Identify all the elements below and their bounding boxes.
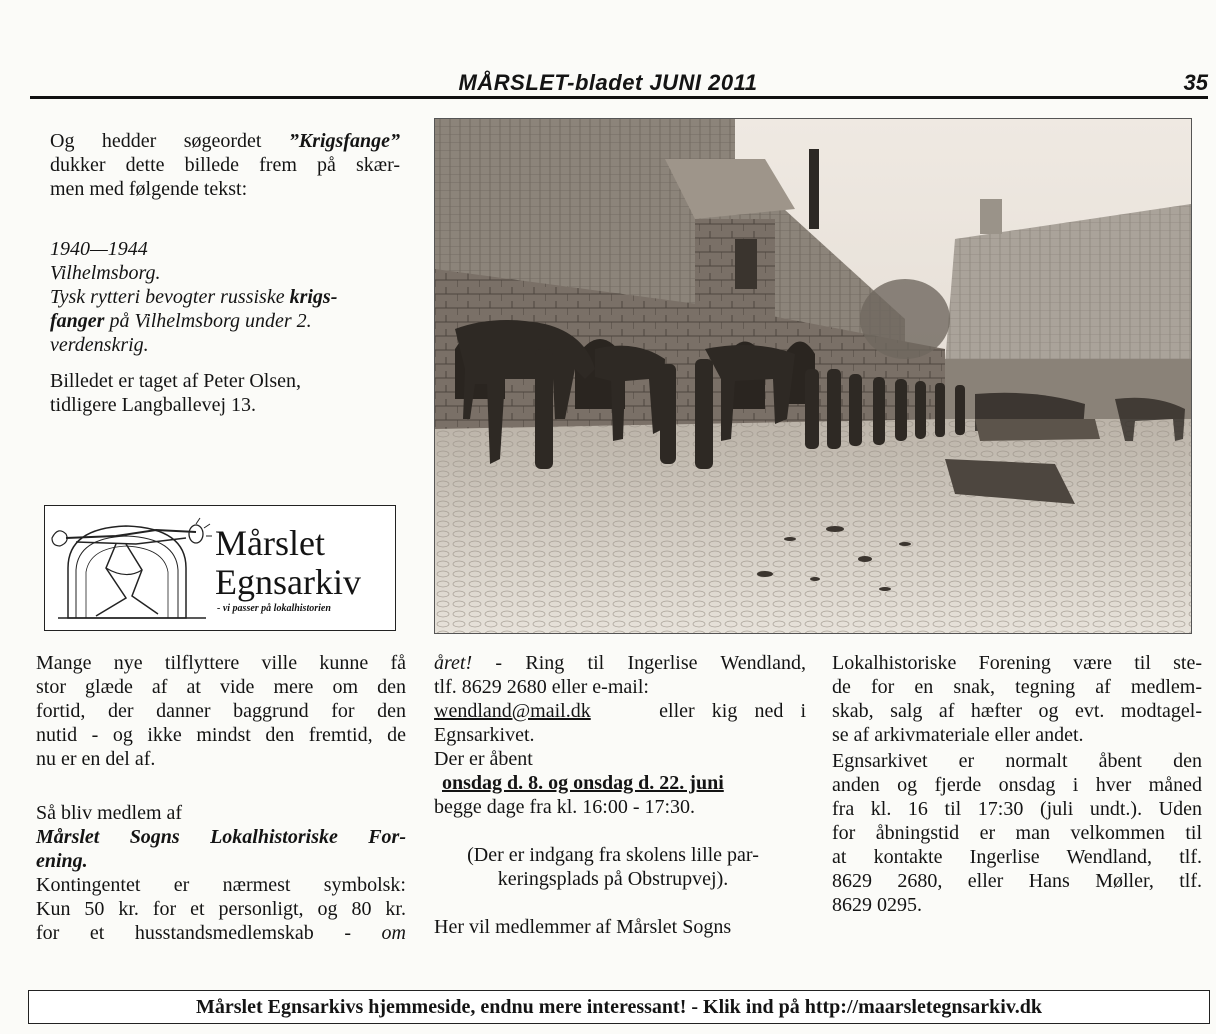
opening-hours-column: Lokalhistoriske Forening være til ste- de for en snak, tegning af medlem- skab, salg af hæfter og evt. modtagel- se af arkivmateriale eller andet. Egnsarkivet er normalt åbent den anden og fjerde onsdag i hver måned fra kl. 16 til 17:30 (juli undt.). Uden for åbningstid er man velkommen til at kontakte Ingerlise Wendland, tlf. 8629 2680, eller Hans Møller, tlf. 8629 0295.	[832, 652, 1202, 916]
website-footer[interactable]: Mårslet Egnsarkivs hjemmeside, endnu mere interessant! - Klik ind på http://maarsletegnsarkiv.dk	[28, 990, 1210, 1024]
contact-column: året! - Ring til Ingerlise Wendland, tlf. 8629 2680 eller e-mail: wendland@mail.dk eller kig ned i Egnsarkivet. Der er åbent onsdag d. 8. og onsdag d. 22. juni begge dage fra kl. 16:00 - 17:30. (Der er indgang fra skolens lille par- keringsplads på Obstrupvej). Her vil medlemmer af Mårslet Sogns	[434, 652, 806, 938]
search-keyword: ”Krigsfange”	[288, 130, 400, 152]
archivist-logo-illustration	[46, 508, 212, 626]
association-name: Mårslet Sogns Lokalhistoriske For-	[36, 826, 406, 848]
logo-title-line1: Mårslet	[215, 523, 325, 563]
photo-caption: 1940—1944 Vilhelmsborg. Tysk rytteri bevogter russiske krigs- fanger på Vilhelmsborg under 2. verdenskrig.	[50, 238, 338, 356]
page-number: 35	[1183, 70, 1208, 95]
newsletter-title: MÅRSLET-bladet JUNI 2011	[458, 70, 758, 95]
historical-photo	[434, 118, 1192, 634]
header-rule	[30, 96, 1208, 99]
logo-title-line2: Egnsarkiv	[215, 562, 361, 602]
photo-credit: Billedet er taget af Peter Olsen, tidligere Langballevej 13.	[50, 370, 302, 416]
opening-dates: onsdag d. 8. og onsdag d. 22. juni	[442, 772, 724, 794]
intro-paragraph: Og hedder søgeordet ”Krigsfange” dukker dette billede frem på skær- men med følgende tekst:	[50, 130, 400, 200]
email-link[interactable]: wendland@mail.dk	[434, 700, 591, 722]
logo-tagline: - vi passer på lokalhistorien	[217, 603, 331, 614]
farmyard-soldiers-horses-photo	[435, 119, 1191, 633]
membership-column: Mange nye tilflyttere ville kunne få stor glæde af at vide mere om den fortid, der danner baggrund for den nutid - og ikke mindst den fremtid, de nu er en del af. Så bliv medlem af Mårslet Sogns Lokalhistoriske For- ening. Kontingentet er nærmest symbolsk: Kun 50 kr. for et personligt, og 80 kr. for et husstandsmedlemskab - om	[36, 652, 406, 944]
